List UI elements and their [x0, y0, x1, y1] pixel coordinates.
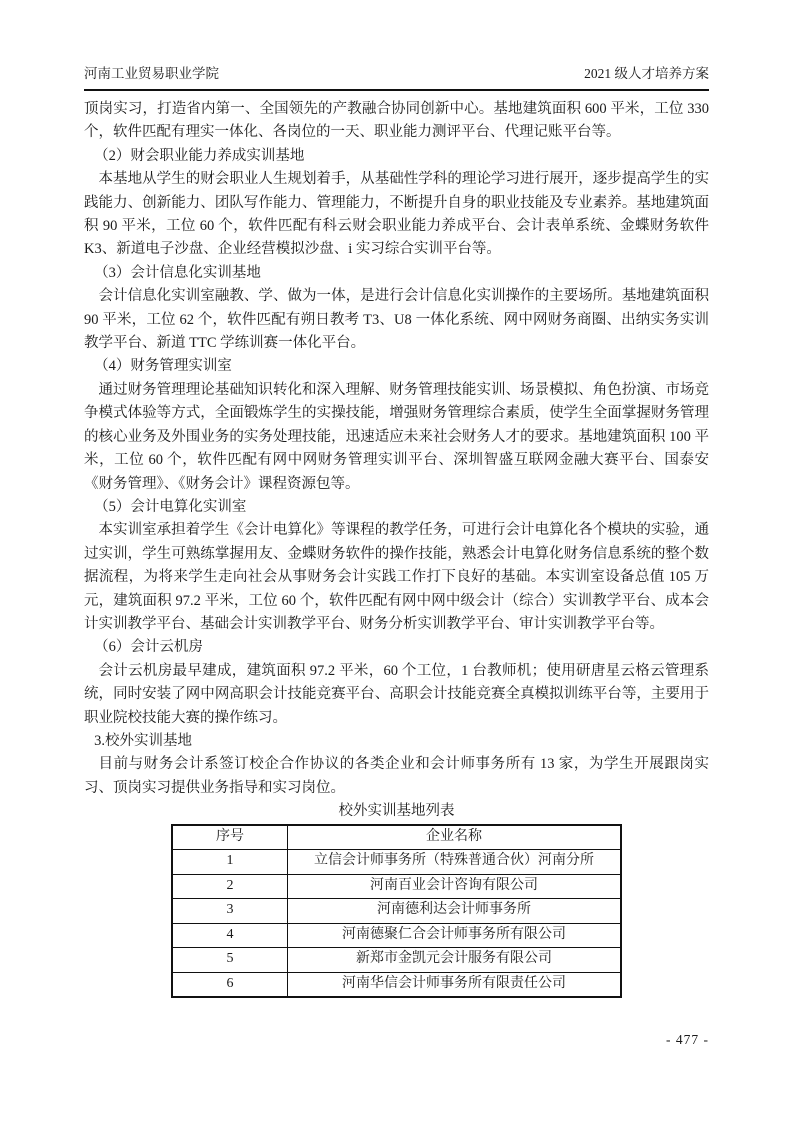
paragraph-section-6: 会计云机房最早建成，建筑面积 97.2 平米，60 个工位，1 台教师机；使用研唐星云格云管理系统，同时安装了网中网高职会计技能竞赛平台、高职会计技能竞赛全真模拟训练平台等，主要用于职业院校技能大赛的操作练习。	[84, 662, 709, 726]
cell-index: 1	[172, 850, 288, 875]
column-header-company-name: 企业名称	[288, 825, 622, 850]
cell-company-name: 河南德聚仁合会计师事务所有限公司	[288, 923, 622, 948]
cell-company-name: 河南德利达会计师事务所	[288, 899, 622, 924]
cell-company-name: 立信会计师事务所（特殊普通合伙）河南分所	[288, 850, 622, 875]
cell-company-name: 新郑市金凯元会计服务有限公司	[288, 948, 622, 973]
paragraph-section-5: 本实训室承担着学生《会计电算化》等课程的教学任务，可进行会计电算化各个模块的实验，通过实训，学生可熟练掌握用友、金蝶财务软件的操作技能，熟悉会计电算化财务信息系统的整个数据流程，为将来学生走向社会从事财务会计实践工作打下良好的基础。本实训室设备总值 105 万元，建筑面积 97.2 平米，工位 60 个，软件匹配有网中网中级会计（综合）实训教学平台、成本会计实训教学平台、基础会计实训教学平台、财务分析实训教学平台、审计实训教学平台等。	[84, 522, 709, 632]
paragraph-section-3: 会计信息化实训室融教、学、做为一体，是进行会计信息化实训操作的主要场所。基地建筑面积 90 平米，工位 62 个，软件匹配有朔日教考 T3、U8 一体化系统、网中网财务商圈、出纳实务实训教学平台、新道 TTC 学练训赛一体化平台。	[84, 288, 709, 352]
paragraph-section-4: 通过财务管理理论基础知识转化和深入理解、财务管理技能实训、场景模拟、角色扮演、市场竞争模式体验等方式，全面锻炼学生的实操技能，增强财务管理综合素质，使学生全面掌握财务管理的核心业务及外围业务的实务处理技能，迅速适应未来社会财务人才的要求。基地建筑面积 100 平米，工位 60 个，软件匹配有网中网财务管理实训平台、深圳智盛互联网金融大赛平台、国泰安《财务管理》、《财务会计》课程资源包等。	[84, 381, 709, 492]
header-plan-title: 2021 级人才培养方案	[584, 66, 709, 81]
table-row	[172, 899, 621, 924]
document-body	[84, 98, 709, 998]
paragraph-offsite-base-continuation: 顶岗实习，打造省内第一、全国领先的产教融合协同创新中心。基地建筑面积 600 平米，工位 330 个，软件匹配有理实一体化、各岗位的一天、职业能力测评平台、代理记账平台等。	[84, 101, 709, 141]
paragraph-section-2: 本基地从学生的财会职业人生规划着手，从基础性学科的理论学习进行展开，逐步提高学生的实践能力、创新能力、团队写作能力、管理能力，不断提升自身的职业技能及专业素养。基地建筑面积 90 平米，工位 60 个，软件匹配有科云财会职业能力养成平台、会计表单系统、金蝶财务软件 K3、新道电子沙盘、企业经营模拟沙盘、i 实习综合实训平台等。	[84, 171, 709, 258]
table-row	[172, 874, 621, 899]
section-heading-2: （2）财会职业能力养成实训基地	[94, 147, 305, 164]
table-header-row	[172, 825, 621, 850]
cell-index: 3	[172, 899, 288, 924]
section-heading-5: （5）会计电算化实训室	[94, 498, 247, 515]
table-row	[172, 948, 621, 973]
page-header	[84, 62, 709, 91]
cell-index: 5	[172, 948, 288, 973]
paragraph-offcampus-bases: 目前与财务会计系签订校企合作协议的各类企业和会计师事务所有 13 家，为学生开展跟岗实习、顶岗实习提供业务指导和实习岗位。	[84, 756, 709, 796]
cell-index: 6	[172, 972, 288, 997]
section-heading-6: （6）会计云机房	[94, 639, 203, 656]
table-title: 校外实训基地列表	[338, 803, 455, 820]
cell-company-name: 河南华信会计师事务所有限责任公司	[288, 972, 622, 997]
table-row	[172, 972, 621, 997]
section-heading-offcampus-bases: 3.校外实训基地	[94, 732, 193, 749]
external-training-bases-table	[171, 824, 622, 999]
column-header-index: 序号	[172, 825, 288, 850]
cell-company-name: 河南百业会计咨询有限公司	[288, 874, 622, 899]
header-school-name: 河南工业贸易职业学院	[84, 66, 219, 81]
section-heading-3: （3）会计信息化实训基地	[94, 264, 261, 281]
cell-index: 2	[172, 874, 288, 899]
page-number: - 477 -	[666, 1032, 709, 1047]
cell-index: 4	[172, 923, 288, 948]
section-heading-4: （4）财务管理实训室	[94, 358, 232, 375]
table-row	[172, 923, 621, 948]
table-row	[172, 850, 621, 875]
